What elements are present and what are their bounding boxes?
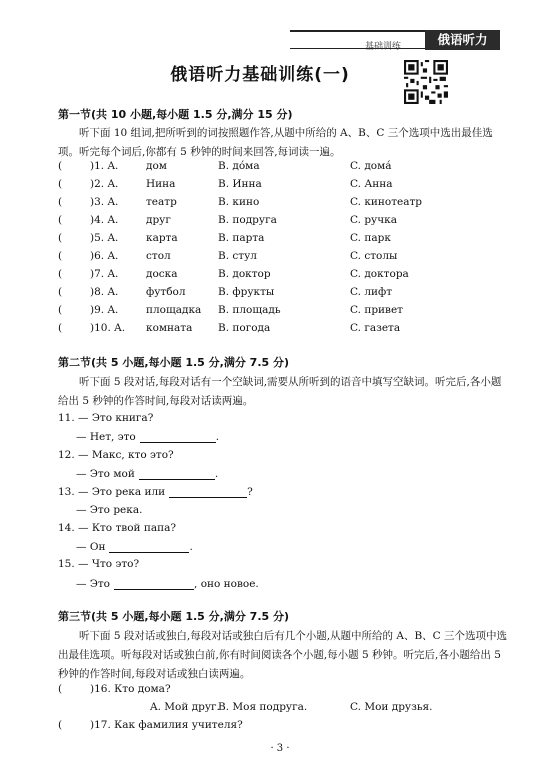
option-c[interactable]: C. кинотеатр <box>350 196 423 208</box>
option-c[interactable]: C. Мои друзья. <box>350 701 433 713</box>
dialogue-line <box>76 540 193 553</box>
option-b[interactable]: B. подруга <box>218 214 277 226</box>
vocab-question <box>58 250 508 268</box>
page-number: · 3 · <box>270 743 290 754</box>
page-title: 俄语听力基础训练(一) <box>170 65 350 85</box>
section1-instructions: 听下面 10 组词,把所听到的词按照题作答,从题中所给的 A、B、C 三个选项中选出最佳选项。听完每个词后,你都有 5 秒钟的时间来回答,每词读一遍。 <box>58 127 493 158</box>
question-number: )6. A. <box>90 250 119 262</box>
dialogue-text: 12. — Макс, кто это? <box>58 448 174 461</box>
dialogue-suffix: ? <box>247 486 253 499</box>
question-number: )3. A. <box>90 196 119 208</box>
header-subtitle: 基础训练 <box>365 42 402 52</box>
option-a[interactable]: друг <box>146 214 171 226</box>
question-number: )4. A. <box>90 214 119 226</box>
option-a[interactable]: дом <box>146 160 167 172</box>
dialogue-text: — Нет, это <box>76 431 136 444</box>
answer-paren[interactable]: ( <box>58 250 63 262</box>
dialogue-text: — Он <box>76 541 106 554</box>
option-a[interactable]: карта <box>146 232 178 244</box>
answer-blank[interactable] <box>169 485 247 498</box>
option-b[interactable]: B. площадь <box>218 304 281 316</box>
question-number: )2. A. <box>90 178 119 190</box>
option-b[interactable]: B. Инна <box>218 178 262 190</box>
section1-heading: 第一节(共 10 小题,每小题 1.5 分,满分 15 分) <box>58 108 293 121</box>
vocab-question <box>58 286 508 304</box>
option-a[interactable]: площадка <box>146 304 202 316</box>
answer-paren[interactable]: ( <box>58 232 63 244</box>
vocab-question <box>58 160 508 178</box>
vocab-question <box>58 178 508 196</box>
vocab-question <box>58 322 508 340</box>
option-a[interactable]: Нина <box>146 178 176 190</box>
section2-heading: 第二节(共 5 小题,每小题 1.5 分,满分 7.5 分) <box>58 356 290 369</box>
option-c[interactable]: C. Анна <box>350 178 393 190</box>
vocab-question <box>58 304 508 322</box>
section3-heading: 第三节(共 5 小题,每小题 1.5 分,满分 7.5 分) <box>58 610 290 623</box>
answer-paren[interactable]: ( <box>58 178 63 190</box>
dialogue-suffix: , оно новое. <box>194 577 259 590</box>
option-c[interactable]: C. столы <box>350 250 398 262</box>
answer-paren[interactable]: ( <box>58 304 63 316</box>
vocab-question <box>58 214 508 232</box>
option-c[interactable]: C. привет <box>350 304 403 316</box>
dialogue-line <box>58 522 176 534</box>
option-a[interactable]: стол <box>146 250 171 262</box>
dialogue-line <box>76 577 259 590</box>
qr-code[interactable] <box>404 60 448 104</box>
option-b[interactable]: B. погода <box>218 322 271 334</box>
option-c[interactable]: C. парк <box>350 232 391 244</box>
dialogue-line <box>58 412 153 424</box>
section2-instructions: 听下面 5 段对话,每段对话有一个空缺词,需要从所听到的语音中填写空缺词。听完后,各小题给出 5 秒钟的作答时间,每段对话读两遍。 <box>58 376 502 407</box>
option-a[interactable]: театр <box>146 196 177 208</box>
question-17 <box>58 719 508 737</box>
dialogue-suffix: . <box>214 467 219 480</box>
answer-paren[interactable]: ( <box>58 683 63 695</box>
option-b[interactable]: B. стул <box>218 250 257 262</box>
option-a[interactable]: комната <box>146 322 193 334</box>
dialogue-suffix: . <box>215 431 220 444</box>
answer-paren[interactable]: ( <box>58 268 63 280</box>
question-number: )1. A. <box>90 160 119 172</box>
option-b[interactable]: B. кино <box>218 196 260 208</box>
option-a[interactable]: A. Мой друг. <box>150 701 220 713</box>
question-text: )17. Как фамилия учителя? <box>90 719 243 731</box>
section3-instructions: 听下面 5 段对话或独白,每段对话或独白后有几个小题,从题中所给的 A、B、C 三个选项中选出最佳选项。听每段对话或独白前,你有时间阅读各个小题,每小题 5 秒钟。听完后,各小题给出 5 秒钟的作答时间,每段对话或独白读两遍。 <box>58 630 508 680</box>
question-text: )16. Кто дома? <box>90 683 171 695</box>
question-number: )10. A. <box>90 322 126 334</box>
dialogue-text: 11. — Это книга? <box>58 412 154 424</box>
dialogue-text: — Это мой <box>76 467 135 480</box>
question-16 <box>58 683 508 701</box>
dialogue-line <box>58 485 253 498</box>
answer-paren[interactable]: ( <box>58 286 63 298</box>
question-number: )7. A. <box>90 268 119 280</box>
dialogue-line <box>58 449 174 461</box>
option-b[interactable]: B. Моя подруга. <box>218 701 308 713</box>
option-a[interactable]: футбол <box>146 286 186 298</box>
question-number: )9. A. <box>90 304 119 316</box>
answer-paren[interactable]: ( <box>58 322 63 334</box>
vocab-question <box>58 268 508 286</box>
answer-paren[interactable]: ( <box>58 214 63 226</box>
option-c[interactable]: C. лифт <box>350 286 393 298</box>
option-c[interactable]: C. домá <box>350 160 392 172</box>
dialogue-text: — Это река. <box>76 503 143 516</box>
vocab-question <box>58 232 508 250</box>
answer-blank[interactable] <box>139 467 215 480</box>
dialogue-line <box>76 430 219 443</box>
option-b[interactable]: B. парта <box>218 232 265 244</box>
answer-blank[interactable] <box>109 540 189 553</box>
question-number: )5. A. <box>90 232 119 244</box>
dialogue-suffix: . <box>189 541 193 554</box>
answer-blank[interactable] <box>114 577 194 590</box>
header-tab: 俄语听力 <box>425 30 500 50</box>
question-16-options <box>58 701 508 719</box>
question-number: )8. A. <box>90 286 119 298</box>
answer-paren[interactable]: ( <box>58 719 63 731</box>
option-a[interactable]: доска <box>146 268 178 280</box>
option-b[interactable]: B. фрукты <box>218 286 275 298</box>
answer-paren[interactable]: ( <box>58 196 63 208</box>
dialogue-line <box>58 558 139 570</box>
option-b[interactable]: B. до́ма <box>218 160 260 172</box>
option-c[interactable]: C. доктора <box>350 268 409 280</box>
answer-paren[interactable]: ( <box>58 160 63 172</box>
dialogue-text: — Это <box>76 577 111 590</box>
dialogue-text: 13. — Это река или <box>58 486 166 499</box>
option-b[interactable]: B. доктор <box>218 268 271 280</box>
option-c[interactable]: C. ручка <box>350 214 397 226</box>
dialogue-text: 15. — Что это? <box>58 558 140 571</box>
answer-blank[interactable] <box>140 430 216 443</box>
dialogue-text: 14. — Кто твой папа? <box>58 521 176 534</box>
option-c[interactable]: C. газета <box>350 322 401 334</box>
dialogue-line <box>76 504 142 516</box>
vocab-question <box>58 196 508 214</box>
dialogue-line <box>76 467 218 480</box>
